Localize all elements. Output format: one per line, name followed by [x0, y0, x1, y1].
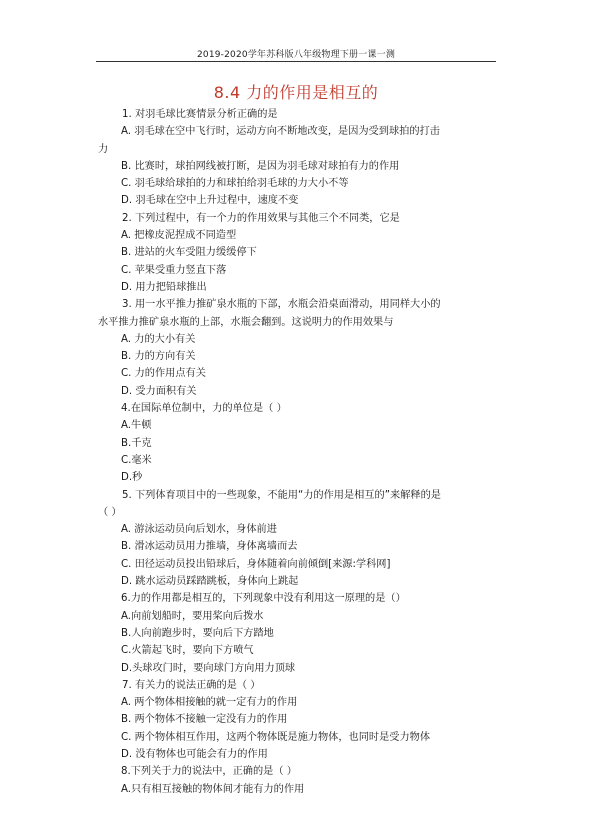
text-line: A. 力的大小有关: [121, 333, 196, 345]
text-line: 力: [98, 143, 109, 155]
text-line: B. 进站的火车受阻力缓缓停下: [121, 247, 257, 259]
text-line: D. 羽毛球在空中上升过程中，速度不变: [121, 195, 299, 207]
text-line: 8.下列关于力的说法中，正确的是（ ）: [121, 766, 297, 778]
page-title: 8.4 力的作用是相互的: [213, 83, 379, 102]
text-line: A. 游泳运动员向后划水，身体前进: [121, 524, 277, 536]
text-line: A.只有相互接触的物体间才能有力的作用: [121, 783, 305, 795]
text-line: C. 田径运动员投出铅球后，身体随着向前倾倒[来源:学科网]: [121, 558, 391, 570]
text-line: C. 力的作用点有关: [121, 368, 206, 380]
header-rule: [96, 61, 496, 62]
text-line: A. 羽毛球在空中飞行时，运动方向不断地改变，是因为受到球拍的打击: [121, 126, 440, 138]
running-header: 2019-2020学年苏科版八年级物理下册一课一测: [196, 50, 396, 60]
text-line: D. 跳水运动员踩踏跳板，身体向上跳起: [121, 576, 299, 588]
text-line: 3. 用一水平推力推矿泉水瓶的下部，水瓶会沿桌面滑动，用同样大小的: [122, 299, 441, 311]
text-line: D.秒: [121, 472, 143, 484]
text-line: B.千克: [121, 437, 152, 449]
text-line: C.毫米: [121, 454, 152, 466]
text-line: D.头球攻门时，要向球门方向用力顶球: [121, 662, 296, 674]
text-line: C. 两个物体相互作用，这两个物体既是施力物体，也同时是受力物体: [121, 731, 431, 743]
text-line: 5. 下列体育项目中的一些现象，不能用“力的作用是相互的”来解释的是: [122, 489, 441, 501]
text-line: A. 两个物体相接触的就一定有力的作用: [121, 697, 298, 709]
text-line: A. 把橡皮泥捏成不同造型: [121, 230, 237, 242]
text-line: C. 羽毛球给球拍的力和球拍给羽毛球的力大小不等: [121, 178, 349, 190]
text-line: 4.在国际单位制中，力的单位是（ ）: [121, 403, 287, 415]
text-line: 6.力的作用都是相互的，下列现象中没有利用这一原理的是（）: [121, 593, 406, 605]
text-line: B. 两个物体不接触一定没有力的作用: [121, 714, 288, 726]
text-line: B.人向前跑步时，要向后下方踏地: [121, 627, 274, 639]
text-line: D. 受力面积有关: [121, 385, 197, 397]
text-line: （ ）: [98, 506, 122, 518]
text-line: B. 比赛时，球拍网线被打断，是因为羽毛球对球拍有力的作用: [121, 160, 400, 172]
question-body: [98, 106, 498, 798]
text-line: B. 滑冰运动员用力推墙，身体离墙而去: [121, 541, 298, 553]
text-line: 水平推力推矿泉水瓶的上部，水瓶会翻到。这说明力的作用效果与: [98, 316, 394, 328]
text-line: 1. 对羽毛球比赛情景分析正确的是: [122, 109, 278, 120]
text-line: D. 没有物体也可能会有力的作用: [121, 748, 268, 760]
text-line: 2. 下列过程中，有一个力的作用效果与其他三个不同类，它是: [122, 212, 400, 224]
text-line: D. 用力把铅球推出: [121, 281, 207, 293]
text-line: B. 力的方向有关: [121, 351, 196, 363]
text-line: C.火箭起飞时，要向下方喷气: [121, 645, 254, 657]
text-line: A.牛顿: [121, 420, 152, 432]
text-line: C. 苹果受重力竖直下落: [121, 264, 227, 276]
text-line: 7. 有关力的说法正确的是（ ）: [122, 679, 261, 691]
text-line: A.向前划船时，要用桨向后拨水: [121, 610, 264, 622]
